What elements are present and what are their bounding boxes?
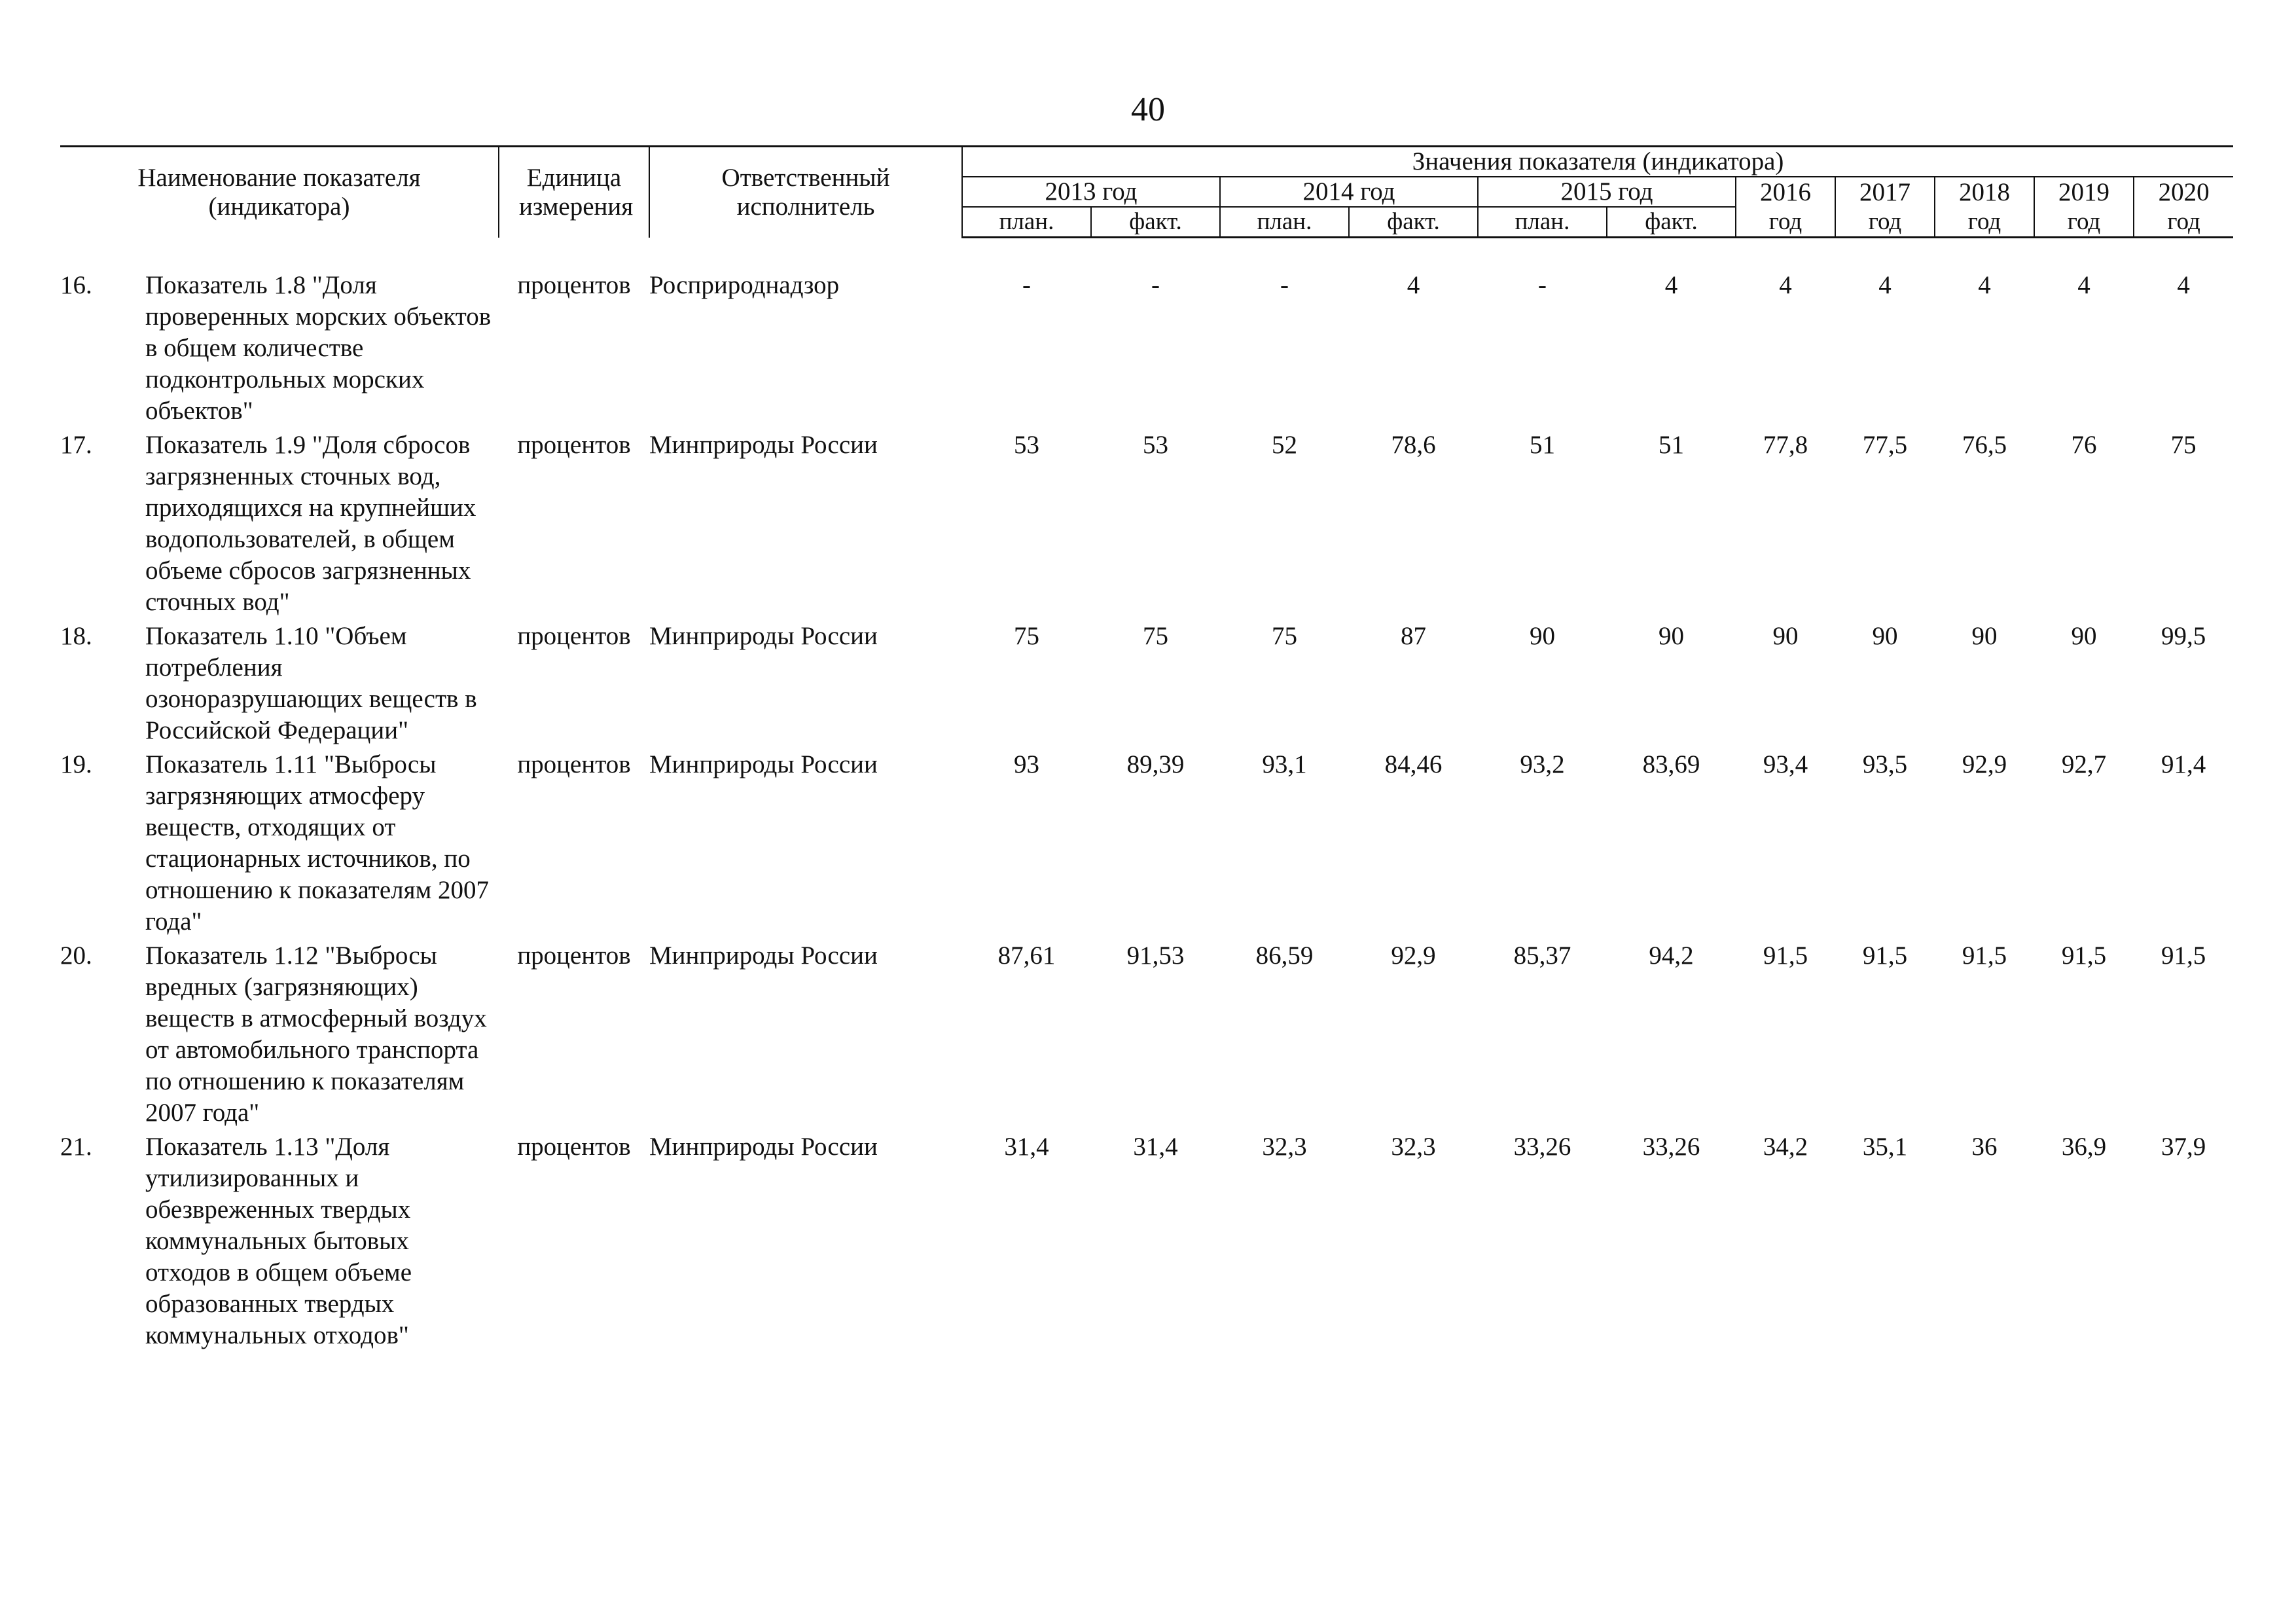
value-2016: 90 [1772, 622, 1799, 650]
row-number: 17. [60, 431, 92, 459]
value-2013-fact: 91,53 [1126, 941, 1185, 970]
header-name: Наименование показателя (индикатора) [60, 147, 499, 238]
value-2019: 90 [2071, 622, 2097, 650]
table-row [60, 429, 2233, 621]
header-year-2015: 2015 год [1478, 177, 1736, 207]
value-2013-plan: 93 [1014, 750, 1039, 778]
table-row [60, 749, 2233, 940]
header-values-group: Значения показателя (индикатора) [962, 147, 2233, 177]
value-2014-plan: 75 [1272, 622, 1297, 650]
header-2013-plan: план. [962, 207, 1091, 238]
value-2020: 91,4 [2161, 750, 2206, 778]
value-2020: 37,9 [2161, 1133, 2206, 1161]
value-2017: 90 [1872, 622, 1898, 650]
header-year-2018: 2018 [1935, 177, 2034, 207]
value-2018: 91,5 [1962, 941, 2007, 970]
header-2014-plan: план. [1220, 207, 1349, 238]
row-number: 19. [60, 750, 92, 778]
header-year-2017: 2017 [1835, 177, 1935, 207]
value-2014-fact: 32,3 [1391, 1133, 1436, 1161]
unit-cell: процентов [517, 1133, 631, 1161]
indicator-name: Показатель 1.8 "Доля проверенных морских объектов в общем количестве подконтрольных морских объектов" [145, 271, 492, 425]
header-2013-fact: факт. [1091, 207, 1220, 238]
value-2018: 4 [1978, 271, 1991, 299]
value-2013-plan: 31,4 [1004, 1133, 1049, 1161]
value-2015-fact: 94,2 [1649, 941, 1694, 970]
unit-cell: процентов [517, 622, 631, 650]
value-2013-plan: 87,61 [997, 941, 1056, 970]
value-2015-plan: 93,2 [1520, 750, 1565, 778]
table-header [60, 147, 2233, 238]
value-2018: 92,9 [1962, 750, 2007, 778]
value-2015-plan: 51 [1530, 431, 1555, 459]
header-2020-year-word: год [2134, 207, 2233, 238]
table-row [60, 940, 2233, 1131]
responsible-cell: Росприроднадзор [649, 271, 840, 299]
unit-cell: процентов [517, 431, 631, 459]
value-2014-fact: 87 [1401, 622, 1426, 650]
value-2016: 34,2 [1763, 1133, 1808, 1161]
value-2017: 4 [1878, 271, 1892, 299]
value-2018: 76,5 [1962, 431, 2007, 459]
value-2014-fact: 92,9 [1391, 941, 1436, 970]
value-2015-plan: - [1538, 271, 1547, 299]
value-2015-plan: 85,37 [1513, 941, 1571, 970]
value-2014-plan: - [1280, 271, 1289, 299]
indicator-name: Показатель 1.10 "Объем потребления озоноразрушающих веществ в Российской Федерации" [145, 622, 477, 744]
indicators-table [60, 145, 2233, 1354]
value-2020: 99,5 [2161, 622, 2206, 650]
value-2019: 76 [2071, 431, 2097, 459]
value-2018: 36 [1971, 1133, 1998, 1161]
indicator-name: Показатель 1.13 "Доля утилизированных и обезвреженных твердых коммунальных бытовых отходов в общем объеме образованных твердых коммунальных отходов" [145, 1133, 412, 1349]
value-2013-fact: 53 [1143, 431, 1168, 459]
header-year-2020: 2020 [2134, 177, 2233, 207]
value-2014-fact: 84,46 [1384, 750, 1443, 778]
value-2014-plan: 32,3 [1262, 1133, 1307, 1161]
unit-cell: процентов [517, 750, 631, 778]
indicator-name: Показатель 1.12 "Выбросы вредных (загрязняющих) веществ в атмосферный воздух от автомобильного транспорта по отношению к показателям 2007 года" [145, 941, 487, 1127]
value-2015-fact: 83,69 [1642, 750, 1700, 778]
value-2018: 90 [1971, 622, 1998, 650]
header-responsible: Ответственный исполнитель [649, 147, 962, 238]
header-year-2019: 2019 [2034, 177, 2134, 207]
value-2020: 4 [2177, 271, 2190, 299]
indicator-name: Показатель 1.9 "Доля сбросов загрязненных сточных вод, приходящихся на крупнейших водопользователей, в общем объеме сбросов загрязненных сточных вод" [145, 431, 476, 616]
value-2013-fact: 89,39 [1126, 750, 1185, 778]
value-2019: 36,9 [2061, 1133, 2107, 1161]
value-2019: 4 [2077, 271, 2090, 299]
value-2014-fact: 78,6 [1391, 431, 1436, 459]
header-year-2016: 2016 [1736, 177, 1835, 207]
row-number: 21. [60, 1133, 92, 1161]
row-number: 18. [60, 622, 92, 650]
value-2015-fact: 51 [1659, 431, 1684, 459]
value-2013-plan: - [1022, 271, 1031, 299]
header-2017-year-word: год [1835, 207, 1935, 238]
value-2016: 4 [1779, 271, 1792, 299]
header-2015-plan: план. [1478, 207, 1607, 238]
responsible-cell: Минприроды России [649, 941, 878, 970]
value-2014-plan: 86,59 [1255, 941, 1314, 970]
value-2015-fact: 90 [1659, 622, 1684, 650]
header-year-2013: 2013 год [962, 177, 1220, 207]
header-2015-fact: факт. [1607, 207, 1736, 238]
header-unit: Единица измерения [499, 147, 649, 238]
value-2019: 91,5 [2061, 941, 2107, 970]
value-2017: 77,5 [1862, 431, 1908, 459]
table-row [60, 1131, 2233, 1354]
header-2016-year-word: год [1736, 207, 1835, 238]
value-2013-fact: - [1151, 271, 1160, 299]
value-2019: 92,7 [2061, 750, 2107, 778]
value-2015-fact: 4 [1664, 271, 1678, 299]
value-2015-fact: 33,26 [1642, 1133, 1700, 1161]
value-2020: 75 [2170, 431, 2197, 459]
page-number: 40 [1131, 91, 1165, 128]
value-2016: 93,4 [1763, 750, 1808, 778]
unit-cell: процентов [517, 941, 631, 970]
table-row [60, 621, 2233, 749]
responsible-cell: Минприроды России [649, 750, 878, 778]
value-2013-plan: 75 [1014, 622, 1039, 650]
value-2016: 91,5 [1763, 941, 1808, 970]
value-2017: 93,5 [1862, 750, 1908, 778]
value-2014-fact: 4 [1407, 271, 1420, 299]
value-2015-plan: 90 [1530, 622, 1555, 650]
value-2017: 35,1 [1862, 1133, 1908, 1161]
unit-cell: процентов [517, 271, 631, 299]
value-2014-plan: 52 [1272, 431, 1297, 459]
row-number: 16. [60, 271, 92, 299]
responsible-cell: Минприроды России [649, 431, 878, 459]
value-2014-plan: 93,1 [1262, 750, 1307, 778]
header-2014-fact: факт. [1349, 207, 1478, 238]
header-year-2014: 2014 год [1220, 177, 1478, 207]
responsible-cell: Минприроды России [649, 622, 878, 650]
value-2013-fact: 31,4 [1133, 1133, 1178, 1161]
responsible-cell: Минприроды России [649, 1133, 878, 1161]
value-2016: 77,8 [1763, 431, 1808, 459]
table-body [60, 238, 2233, 1355]
value-2013-plan: 53 [1014, 431, 1039, 459]
value-2015-plan: 33,26 [1513, 1133, 1571, 1161]
table-row [60, 270, 2233, 429]
value-2017: 91,5 [1862, 941, 1908, 970]
value-2013-fact: 75 [1143, 622, 1168, 650]
header-2019-year-word: год [2034, 207, 2134, 238]
indicator-name: Показатель 1.11 "Выбросы загрязняющих атмосферу веществ, отходящих от стационарных источников, по отношению к показателям 2007 года" [145, 750, 489, 936]
header-2018-year-word: год [1935, 207, 2034, 238]
row-number: 20. [60, 941, 92, 970]
value-2020: 91,5 [2161, 941, 2206, 970]
